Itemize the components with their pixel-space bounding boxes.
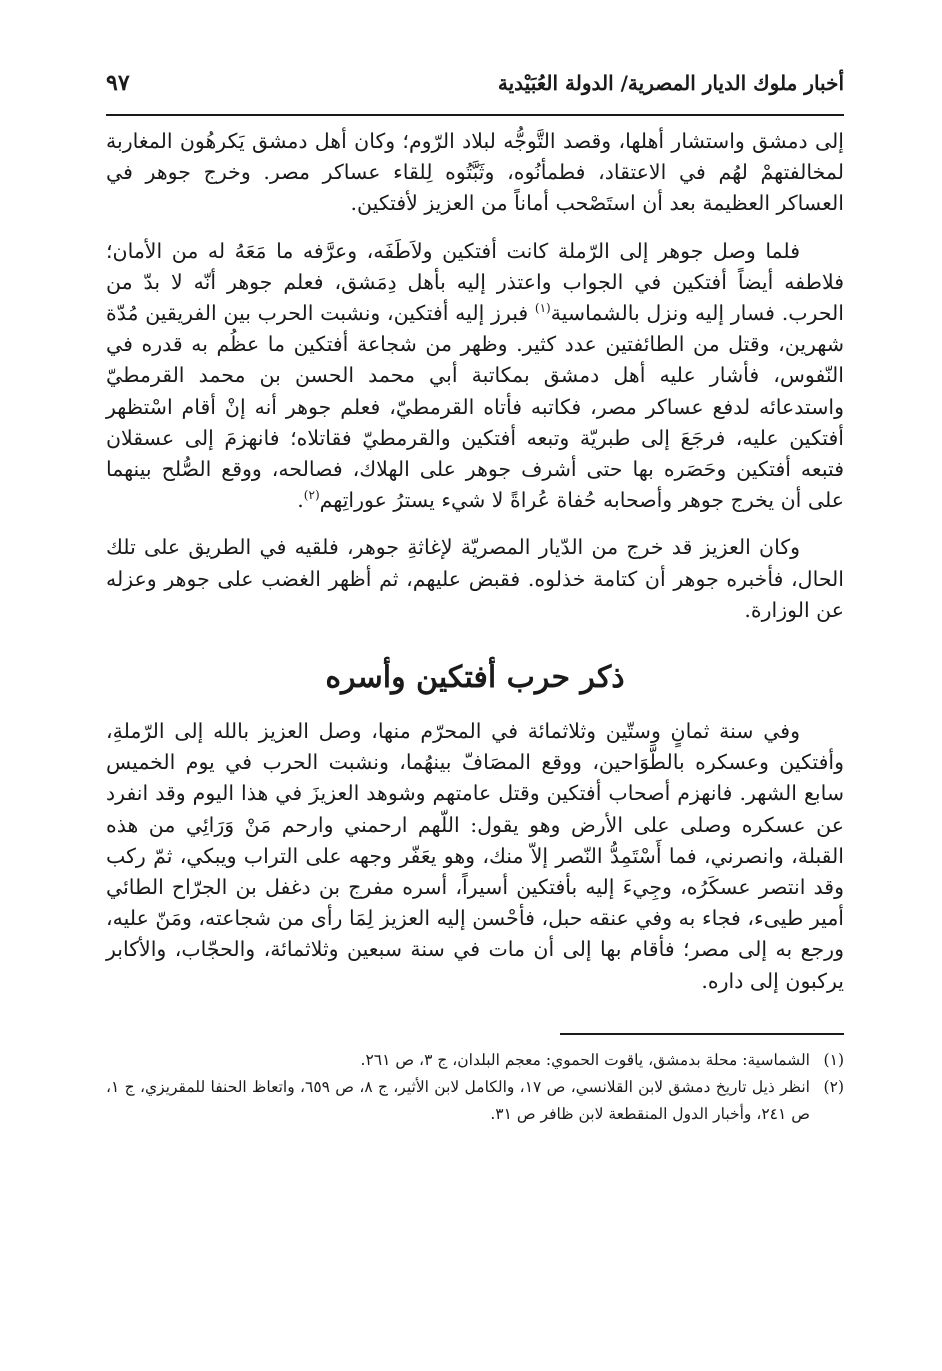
footnote-text: الشماسية: محلة بدمشق، ياقوت الحموي: معجم البلدان، ج ٣، ص ٢٦١. xyxy=(360,1050,810,1069)
footnote-2 xyxy=(106,1074,844,1128)
footnote-marker: (٢) xyxy=(823,1077,844,1096)
paragraph-1: إلى دمشق واستشار أهلها، وقصد التَّوجُّه لبلاد الرّوم؛ وكان أهل دمشق يَكرهُون المغاربة لمخالفتهمْ لهُم في الاعتقاد، فطمأنُوه، وثَبَّتُوه لِلقاء عساكر مصر. وخرج جوهر في العساكر العظيمة بعد أن استَصْحب أماناً من العزيز لأفتكين. xyxy=(106,129,844,216)
running-title: أخبار ملوك الديار المصرية/ الدولة العُبَيْدية xyxy=(497,71,844,95)
paragraph-2-part-a: فلما وصل جوهر إلى الرّملة كانت أفتكين ولاَطَفَه، وعرَّفه ما مَعَهُ له من الأمان؛ فلاطفه أيضاً أفتكين في الجواب واعتذر إليه بأهل دِمَشق، فعلم جوهر أنّه لا بدّ من الحرب. فسار إليه ونزل بالشماسية xyxy=(106,238,844,326)
footnotes xyxy=(106,1047,844,1128)
paragraph-2-part-c: . xyxy=(297,488,304,513)
footnote-text: انظر ذيل تاريخ دمشق لابن القلانسي، ص ١٧، والكامل لابن الأثير، ج ٨، ص ٦٥٩، واتعاظ الحنفا للمقريزي، ج ١، ص ٢٤١، وأخبار الدول المنقطعة لابن ظافر ص ٣١. xyxy=(106,1077,810,1123)
footnote-ref-2[interactable]: (٢) xyxy=(303,488,320,503)
book-page xyxy=(106,70,844,1128)
footnote-1 xyxy=(106,1047,844,1074)
footnote-ref-1[interactable]: (١) xyxy=(534,301,551,316)
paragraph-2-part-b: فبرز إليه أفتكين، ونشبت الحرب بين الفريقين مُدّة شهرين، وقتل من الطائفتين عدد كثير. وظهر من شجاعة أفتكين ما عظُم به قدره في النّفوس، فأشار عليه أهل دمشق بمكاتبة أبي محمد الحسن بن محمد القرمطيّ واستدعائه لدفع عساكر مصر، فكاتبه فأتاه القرمطيّ، فعلم جوهر أنه إنْ أقام اسْتظهر أفتكين عليه، فرجَعَ إلى طبريّة وتبعه أفتكين والقرمطيّ فقاتلاه؛ فانهزمَ إلى عسقلان فتبعه أفتكين وحَصَره بها حتى أشرف جوهر على الهلاك، فصالحه، ووقع الصُّلح بينهما على أن يخرج جوهر وأصحابه حُفاة عُراةً لا شيء يسترُ عوراتِهم xyxy=(106,301,844,513)
paragraph-4: وفي سنة ثمانٍ وستّين وثلاثمائة في المحرّم منها، وصل العزيز بالله إلى الرّملةِ، وأفتكين وعسكره بالطَّوَاحين، ووقع المصَافّ بينهُما، ونشبت الحرب في يوم الخميس سابع الشهر. فانهزم أصحاب أفتكين وقتل عامتهم وشوهد العزيزَ في هذا اليوم وقد انفرد عن عسكره وصلى على الأرض وهو يقول: اللّهم ارحمني وارحم مَنْ وَرَائِي من هذه القبلة، وانصرني، فما أَسْتَمِدُّ النّصر إلاّ منك، وهو يعَفّر وجهه على التراب ويبكي، ثمّ ركب وقد انتصر عسكَرُه، وجِيءَ إليه بأفتكين أسيراً، أسره مفرج بن دغفل بن الجرّاح الطائي أمير طيىء، فجاء به وفي عنقه حبل، فأحْسن إليه العزيز لِمَا رأى من شجاعته، ومَنّ عليه، ورجع به إلى مصر؛ فأقام بها إلى أن مات في سنة سبعين وثلاثمائة، والحجّاب، والأكابر يركبون إلى داره. xyxy=(106,719,844,993)
paragraph-3: وكان العزيز قد خرج من الدّيار المصريّة لإغاثةِ جوهر، فلقيه في الطريق على تلك الحال، فأخبره جوهر أن كتامة خذلوه. فقبض عليهم، ثم أظهر الغضب على جوهر وعزله عن الوزارة. xyxy=(106,535,844,622)
section-title: ذكر حرب أفتكين وأسره xyxy=(325,660,625,696)
footnote-marker: (١) xyxy=(823,1050,844,1069)
paragraph-2 xyxy=(106,236,844,517)
page-number: ٩٧ xyxy=(106,70,130,96)
running-header xyxy=(106,70,844,116)
footnote-divider xyxy=(560,1033,844,1035)
